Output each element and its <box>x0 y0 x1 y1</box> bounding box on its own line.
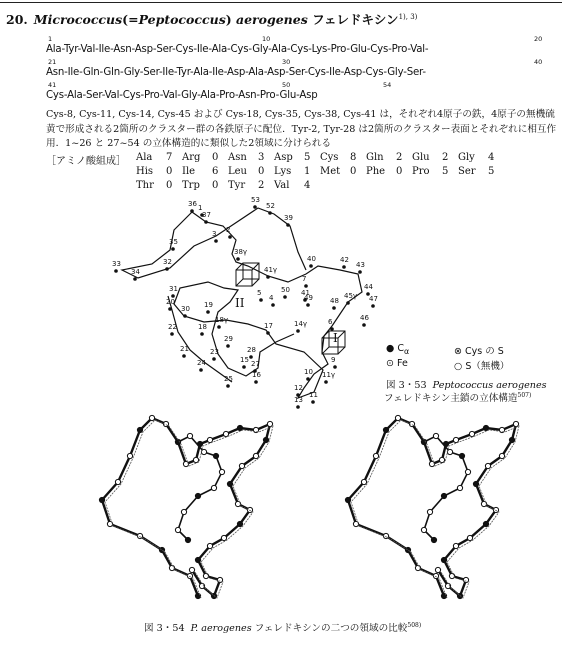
residue-label: 34 <box>131 268 140 276</box>
section-title <box>6 10 417 28</box>
stereo-atom <box>195 493 200 498</box>
residue-dot <box>199 368 203 372</box>
residue-dot <box>242 365 246 369</box>
composition-residue: Tyr <box>228 180 246 191</box>
stereo-right-view <box>345 415 519 598</box>
stereo-atom <box>395 415 400 420</box>
composition-residue: Gly <box>458 152 475 163</box>
residue-dot <box>283 295 287 299</box>
stereo-atom <box>189 567 194 572</box>
stereo-atom <box>449 573 454 578</box>
composition-count: 3 <box>258 152 265 163</box>
residue-dot <box>217 325 221 329</box>
stereo-atom <box>221 535 226 540</box>
residue-label: 32 <box>163 258 172 266</box>
stereo-atom <box>421 527 426 532</box>
residue-label: 11γ <box>322 371 336 379</box>
residue-label: 43 <box>356 261 365 269</box>
composition-residue: Ile <box>182 166 196 177</box>
residue-dot <box>170 332 174 336</box>
seq-marker-10: 10 <box>262 35 271 43</box>
residue-label: 12 <box>294 384 303 392</box>
stereo-atom <box>185 537 190 542</box>
residue-label: 48 <box>330 297 339 305</box>
stereo-atom <box>239 463 244 468</box>
residue-dot <box>286 223 290 227</box>
stereo-atom <box>203 573 208 578</box>
backbone-segment <box>122 208 306 278</box>
title-genus-2: Peptococcus <box>138 12 226 27</box>
composition-label: ［アミノ酸組成］ <box>46 156 126 167</box>
seq-marker-1: 1 <box>48 35 53 43</box>
sequence-line-1: Ala-Tyr-Val-Ile-Asn-Asp-Ser-Cys-Ile-Ala-Cys-Gly-Ala-Cys-Lys-Pro-Glu-Cys-Pro-Val- <box>46 44 429 55</box>
residue-dot <box>226 344 230 348</box>
stereo-atom <box>159 547 164 552</box>
residue-dot <box>200 332 204 336</box>
composition-count: 0 <box>396 166 403 177</box>
composition-count: 0 <box>212 180 219 191</box>
composition-count: 2 <box>442 152 449 163</box>
residue-dot <box>306 377 310 381</box>
seq-marker-21: 21 <box>48 58 57 66</box>
composition-count: 2 <box>396 152 403 163</box>
stereo-atom <box>499 453 504 458</box>
residue-dot <box>114 269 118 273</box>
legend-ca: ● $C_\alpha$ <box>386 343 410 356</box>
residue-label: 44 <box>364 283 373 291</box>
residue-label: 11 <box>309 391 318 399</box>
stereo-overlay-trace <box>105 420 273 598</box>
residue-label: 22 <box>168 323 177 331</box>
stereo-atom <box>441 493 446 498</box>
residue-label: 5 <box>257 289 262 297</box>
residue-dot <box>271 303 275 307</box>
stereo-trace <box>102 418 270 596</box>
residue-label: 13 <box>294 396 303 404</box>
residue-dot <box>168 307 172 311</box>
dot-circle-icon: ⊙ <box>386 358 394 369</box>
seq-marker-40: 40 <box>534 58 543 66</box>
stereo-atom <box>193 457 198 462</box>
cluster-label-i: I <box>333 331 338 345</box>
stereo-atom <box>473 481 478 486</box>
composition-residue: Val <box>274 180 290 191</box>
stereo-atom <box>137 427 142 432</box>
stereo-atom <box>447 449 452 454</box>
composition-count: 6 <box>212 166 219 177</box>
stereo-trace <box>348 418 516 596</box>
residue-dot <box>133 277 137 281</box>
title-mid: (= <box>122 12 139 27</box>
residue-dot <box>190 209 194 213</box>
composition-residue: Asn <box>228 152 247 163</box>
figure-54-caption: 図 3・54 P. aerogenes フェレドキシンの二つの領域の比較$^{508)}$ <box>144 621 422 634</box>
composition-count: 1 <box>304 166 311 177</box>
stereo-atom <box>453 543 458 548</box>
residue-label: 19 <box>204 301 213 309</box>
residue-label: 53 <box>251 196 260 204</box>
residue-dot <box>259 298 263 302</box>
stereo-atom <box>509 437 514 442</box>
residue-dot <box>342 265 346 269</box>
stereo-atom <box>485 463 490 468</box>
legend-s-inorganic: ○ S（無機） <box>454 361 510 372</box>
composition-residue: Trp <box>182 180 200 191</box>
residue-dot <box>228 235 232 239</box>
seq-marker-54: 54 <box>383 81 392 89</box>
residue-label: 25 <box>224 375 233 383</box>
composition-residue: Arg <box>182 152 201 163</box>
residue-label: 37 <box>202 211 211 219</box>
composition-count: 5 <box>304 152 311 163</box>
residue-dot <box>304 284 308 288</box>
stereo-atom <box>441 557 446 562</box>
residue-label: 29 <box>224 335 233 343</box>
stereo-atom <box>201 449 206 454</box>
composition-count: 5 <box>488 166 495 177</box>
composition-count: 4 <box>488 152 495 163</box>
residue-dot <box>309 264 313 268</box>
residue-dot <box>333 365 337 369</box>
stereo-atom <box>223 431 228 436</box>
composition-residue: Ser <box>458 166 476 177</box>
residue-label: 41γ <box>264 266 278 274</box>
composition-residue: Met <box>320 166 341 177</box>
residue-label: 42 <box>340 256 349 264</box>
stereo-atom <box>439 457 444 462</box>
cluster-label-ii: II <box>235 296 245 310</box>
composition-count: 2 <box>258 180 265 191</box>
residue-label: 18γ <box>215 316 229 324</box>
residue-dot <box>236 257 240 261</box>
residue-dots <box>114 205 375 409</box>
stereo-overlay-trace <box>351 420 519 598</box>
stereo-atom <box>465 469 470 474</box>
residue-label: 3 <box>212 230 217 238</box>
residue-dot <box>324 380 328 384</box>
stereo-atom <box>195 557 200 562</box>
seq-marker-41: 41 <box>48 81 57 89</box>
stereo-atom <box>457 485 462 490</box>
stereo-atom <box>187 433 192 438</box>
stereo-atom <box>207 543 212 548</box>
residue-dot <box>249 355 253 359</box>
composition-residue: Leu <box>228 166 247 177</box>
residue-label: 17 <box>264 322 273 330</box>
composition-residue: Thr <box>136 180 154 191</box>
residue-label: 23 <box>210 348 219 356</box>
stereo-atom <box>427 509 432 514</box>
title-refs: 1), 3) <box>398 12 418 21</box>
description-paragraph: Cys-8, Cys-11, Cys-14, Cys-45 および Cys-18, Cys-35, Cys-38, Cys-41 は，それぞれ4原子の鉄，4原子の無機硫黄で形成される2箇所のクラスター群の各鉄原子に配位．Tyr-2, Tyr-28 は2箇所のクラスター表面とそれぞれに相互作用．1~26 と 27~54 の立体構造的に類似した2領域に分けられる <box>46 109 557 149</box>
composition-count: 0 <box>212 152 219 163</box>
stereo-atom <box>435 567 440 572</box>
residue-label: 15 <box>240 356 249 364</box>
residue-label: 10 <box>304 368 313 376</box>
stereo-atom <box>405 547 410 552</box>
residue-label: 39 <box>284 214 293 222</box>
stereo-atom <box>219 469 224 474</box>
residue-label: 4 <box>269 294 274 302</box>
residue-dot <box>214 239 218 243</box>
title-close: ) <box>225 12 232 27</box>
residue-label: 21 <box>180 345 189 353</box>
figure-53-caption-line-2: フェレドキシン主鎖の立体構造$^{507)}$ <box>384 391 532 404</box>
residue-label: 46 <box>360 314 369 322</box>
residue-dot <box>358 270 362 274</box>
stereo-atom <box>227 481 232 486</box>
ca-dot-icon: ● <box>386 343 395 354</box>
title-genus-1: Micrococcus <box>33 12 123 27</box>
residue-label: 40 <box>307 255 316 263</box>
stereo-atom <box>183 461 188 466</box>
residue-dot <box>362 323 366 327</box>
composition-count: 0 <box>258 166 265 177</box>
composition-residue: Phe <box>366 166 386 177</box>
residue-dot <box>371 304 375 308</box>
residue-label: 38γ <box>234 248 248 256</box>
composition-residue: Ala <box>136 152 153 163</box>
stereo-atom <box>149 415 154 420</box>
residue-label: 30 <box>181 305 190 313</box>
residue-dot <box>346 301 350 305</box>
composition-count: 8 <box>350 152 357 163</box>
stereo-atom <box>483 425 488 430</box>
residue-dot <box>183 314 187 318</box>
stereo-atom <box>253 453 258 458</box>
residue-label: 6 <box>328 318 333 326</box>
title-protein: フェレドキシン <box>307 12 399 27</box>
residue-dot <box>206 310 210 314</box>
stereo-atom <box>237 521 242 526</box>
residue-dot <box>171 247 175 251</box>
stereo-atom <box>431 537 436 542</box>
residue-label: 41 <box>301 289 310 297</box>
residue-label: 27 <box>251 360 260 368</box>
composition-residue: Pro <box>412 166 430 177</box>
open-circle-icon: ○ <box>454 361 463 372</box>
stereo-atom <box>211 485 216 490</box>
residue-label: 45γ <box>344 292 358 300</box>
stereo-atom <box>483 521 488 526</box>
residue-label: 2 <box>226 226 231 234</box>
stereo-atom <box>127 453 132 458</box>
residue-label: 20 <box>166 298 175 306</box>
residue-dot <box>266 331 270 335</box>
figure-53-caption: 図 3・53 Peptococcus aerogenes <box>386 380 547 391</box>
stereo-atom <box>373 453 378 458</box>
stereo-atom <box>513 421 518 426</box>
residue-label: 50 <box>281 286 290 294</box>
stereo-atom <box>263 437 268 442</box>
residue-label: 52 <box>266 202 275 210</box>
residue-label: 18 <box>198 323 207 331</box>
stereo-atom <box>115 479 120 484</box>
stereo-atom <box>267 421 272 426</box>
residue-dot <box>226 384 230 388</box>
residue-label: 31 <box>169 285 178 293</box>
stereo-atom <box>459 453 464 458</box>
residue-label: 36 <box>188 200 197 208</box>
residue-dot <box>165 267 169 271</box>
figure-54-stereo-comparison <box>80 400 560 606</box>
stereo-atom <box>467 535 472 540</box>
composition-count: 4 <box>304 180 311 191</box>
residue-dot <box>182 354 186 358</box>
composition-count: 0 <box>350 166 357 177</box>
sequence-line-2: Asn-Ile-Gln-Gln-Gly-Ser-Ile-Tyr-Ala-Ile-Asp-Ala-Asp-Ser-Cys-Ile-Asp-Cys-Gly-Ser- <box>46 67 426 78</box>
residue-dot <box>253 205 257 209</box>
title-species: aerogenes <box>231 12 308 27</box>
residue-label: 9 <box>331 356 336 364</box>
residue-labels <box>112 196 378 404</box>
composition-count: 7 <box>166 152 173 163</box>
composition-count: 0 <box>166 166 173 177</box>
seq-marker-50: 50 <box>282 81 291 89</box>
residue-dot <box>332 306 336 310</box>
residue-dot <box>266 275 270 279</box>
stereo-atom <box>433 433 438 438</box>
residue-dot <box>212 357 216 361</box>
stereo-atom <box>345 497 350 502</box>
section-number: 20. <box>6 12 28 27</box>
composition-residue: Lys <box>274 166 292 177</box>
residue-label: 1 <box>198 204 203 212</box>
residue-dot <box>204 220 208 224</box>
stereo-atom <box>361 479 366 484</box>
composition-count: 0 <box>166 180 173 191</box>
stereo-atom <box>237 425 242 430</box>
sequence-line-3: Cys-Ala-Ser-Val-Cys-Pro-Val-Gly-Ala-Pro-Asn-Pro-Glu-Asp <box>46 90 318 101</box>
iron-sulfur-clusters <box>236 263 345 354</box>
residue-label: 28 <box>247 346 256 354</box>
legend-cys-s: ⊗ Cys の S <box>454 346 504 357</box>
seq-marker-30: 30 <box>282 58 291 66</box>
residue-label: 14γ <box>294 320 308 328</box>
stereo-atom <box>469 431 474 436</box>
stereo-left-view <box>99 415 273 598</box>
residue-label: 35 <box>169 238 178 246</box>
residue-dot <box>306 303 310 307</box>
stereo-atom <box>181 509 186 514</box>
stereo-atom <box>99 497 104 502</box>
stereo-atom <box>213 453 218 458</box>
composition-residue: His <box>136 166 154 177</box>
composition-count: 5 <box>442 166 449 177</box>
residue-dot <box>296 329 300 333</box>
composition-residue: Gln <box>366 152 384 163</box>
stereo-atom <box>175 527 180 532</box>
cross-circle-icon: ⊗ <box>454 346 462 357</box>
legend-fe: ⊙ Fe <box>386 358 408 369</box>
stereo-atom <box>429 461 434 466</box>
residue-label: 49 <box>304 294 313 302</box>
stereo-atom <box>453 437 458 442</box>
top-rule <box>0 2 562 3</box>
residue-label: 24 <box>197 359 206 367</box>
seq-marker-20: 20 <box>534 35 543 43</box>
residue-label: 47 <box>369 295 378 303</box>
composition-residue: Glu <box>412 152 430 163</box>
stereo-atom <box>207 437 212 442</box>
residue-dot <box>254 380 258 384</box>
stereo-atom <box>383 427 388 432</box>
residue-label: 33 <box>112 260 121 268</box>
residue-label: 7 <box>302 275 307 283</box>
residue-label: 16 <box>252 371 261 379</box>
residue-dot <box>268 211 272 215</box>
composition-residue: Cys <box>320 152 339 163</box>
composition-residue: Asp <box>274 152 293 163</box>
